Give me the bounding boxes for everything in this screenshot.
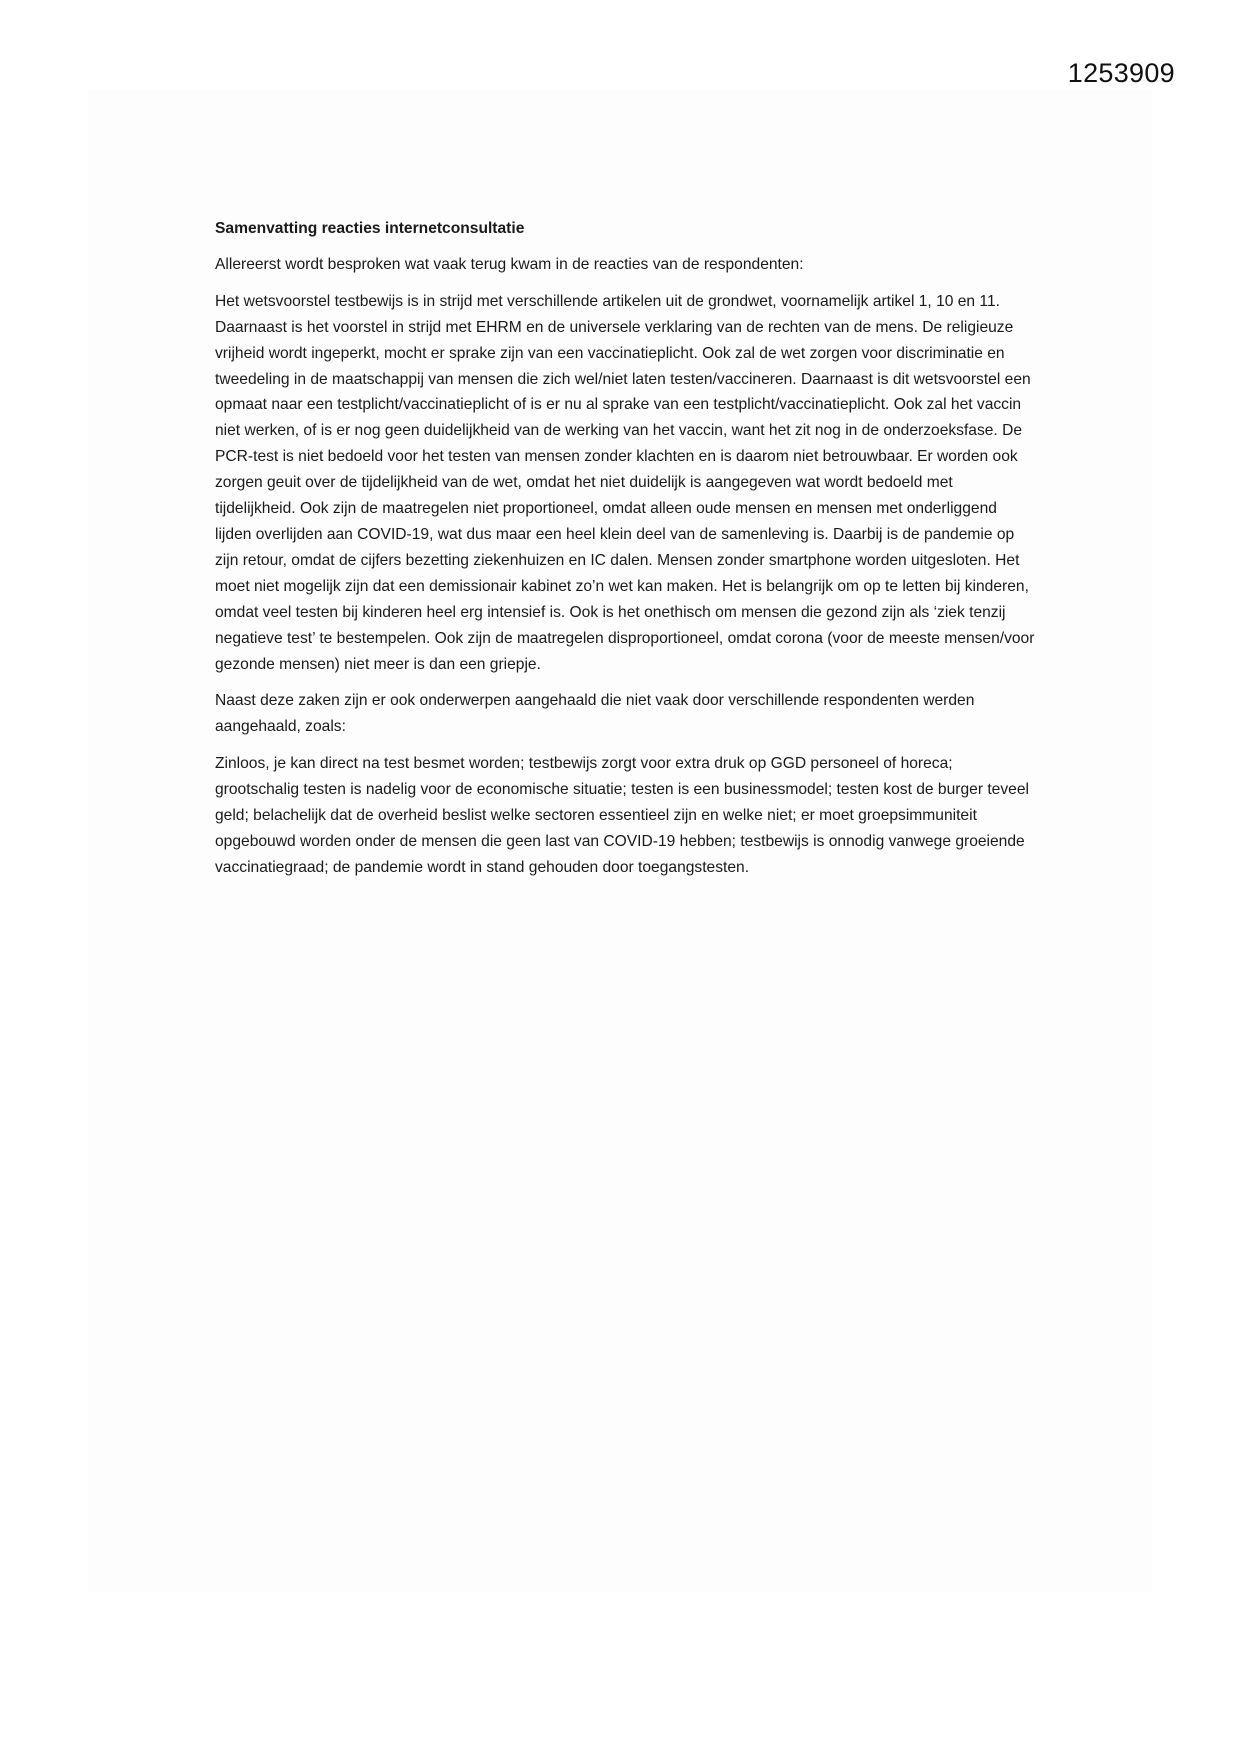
other-topics-intro-paragraph: Naast deze zaken zijn er ook onderwerpen aangehaald die niet vaak door verschillende respondenten werden aangehaald, zoals:: [215, 692, 975, 736]
other-topics-list-paragraph: Zinloos, je kan direct na test besmet worden; testbewijs zorgt voor extra druk op GGD personeel of horeca; grootschalig testen is nadelig voor de economische situatie; testen is een businessmodel; testen kost de burger teveel geld; belachelijk dat de overheid beslist welke sectoren essentieel zijn en welke niet; er moet groepsimmuniteit opgebouwd worden onder de mensen die geen last van COVID-19 hebben; testbewijs is onnodig vanwege groeiende vaccinatiegraad; de pandemie wordt in stand gehouden door toegangstesten.: [215, 755, 1029, 876]
document-title: Samenvatting reacties internetconsultatie: [215, 220, 525, 237]
main-reactions-paragraph: Het wetsvoorstel testbewijs is in strijd met verschillende artikelen uit de grondwet, voornamelijk artikel 1, 10 en 11. Daarnaast is het voorstel in strijd met EHRM en de universele verklaring van de rechten van de mens. De religieuze vrijheid wordt ingeperkt, mocht er sprake zijn van een vaccinatieplicht. Ook zal de wet zorgen voor discriminatie en tweedeling in de maatschappij van mensen die zich wel/niet laten testen/vaccineren. Daarnaast is dit wetsvoorstel een opmaat naar een testplicht/vaccinatieplicht of is er nu al sprake van een testplicht/vaccinatieplicht. Ook zal het vaccin niet werken, of is er nog geen duidelijkheid van de werking van het vaccin, want het zit nog in de onderzoeksfase. De PCR-test is niet bedoeld voor het testen van mensen zonder klachten en is daarom niet betrouwbaar. Er worden ook zorgen geuit over de tijdelijkheid van de wet, omdat het niet duidelijk is aangegeven wat wordt bedoeld met tijdelijkheid. Ook zijn de maatregelen niet proportioneel, omdat alleen oude mensen en mensen met onderliggend lijden overlijden aan COVID-19, wat dus maar een heel klein deel van de samenleving is. Daarbij is de pandemie op zijn retour, omdat de cijfers bezetting ziekenhuizen en IC dalen. Mensen zonder smartphone worden uitgesloten. Het moet niet mogelijk zijn dat een demissionair kabinet zo’n wet kan maken. Het is belangrijk om op te letten bij kinderen, omdat veel testen bij kinderen heel erg intensief is. Ook is het onethisch om mensen die gezond zijn als ‘ziek tenzij negatieve test’ te bestempelen. Ook zijn de maatregelen disproportioneel, omdat corona (voor de meeste mensen/voor gezonde mensen) niet meer is dan een griepje.: [215, 292, 1035, 673]
document-id-number: 1253909: [1067, 58, 1175, 88]
document-body: [215, 216, 1035, 892]
intro-paragraph: Allereerst wordt besproken wat vaak terug kwam in de reacties van de respondenten:: [215, 255, 804, 273]
